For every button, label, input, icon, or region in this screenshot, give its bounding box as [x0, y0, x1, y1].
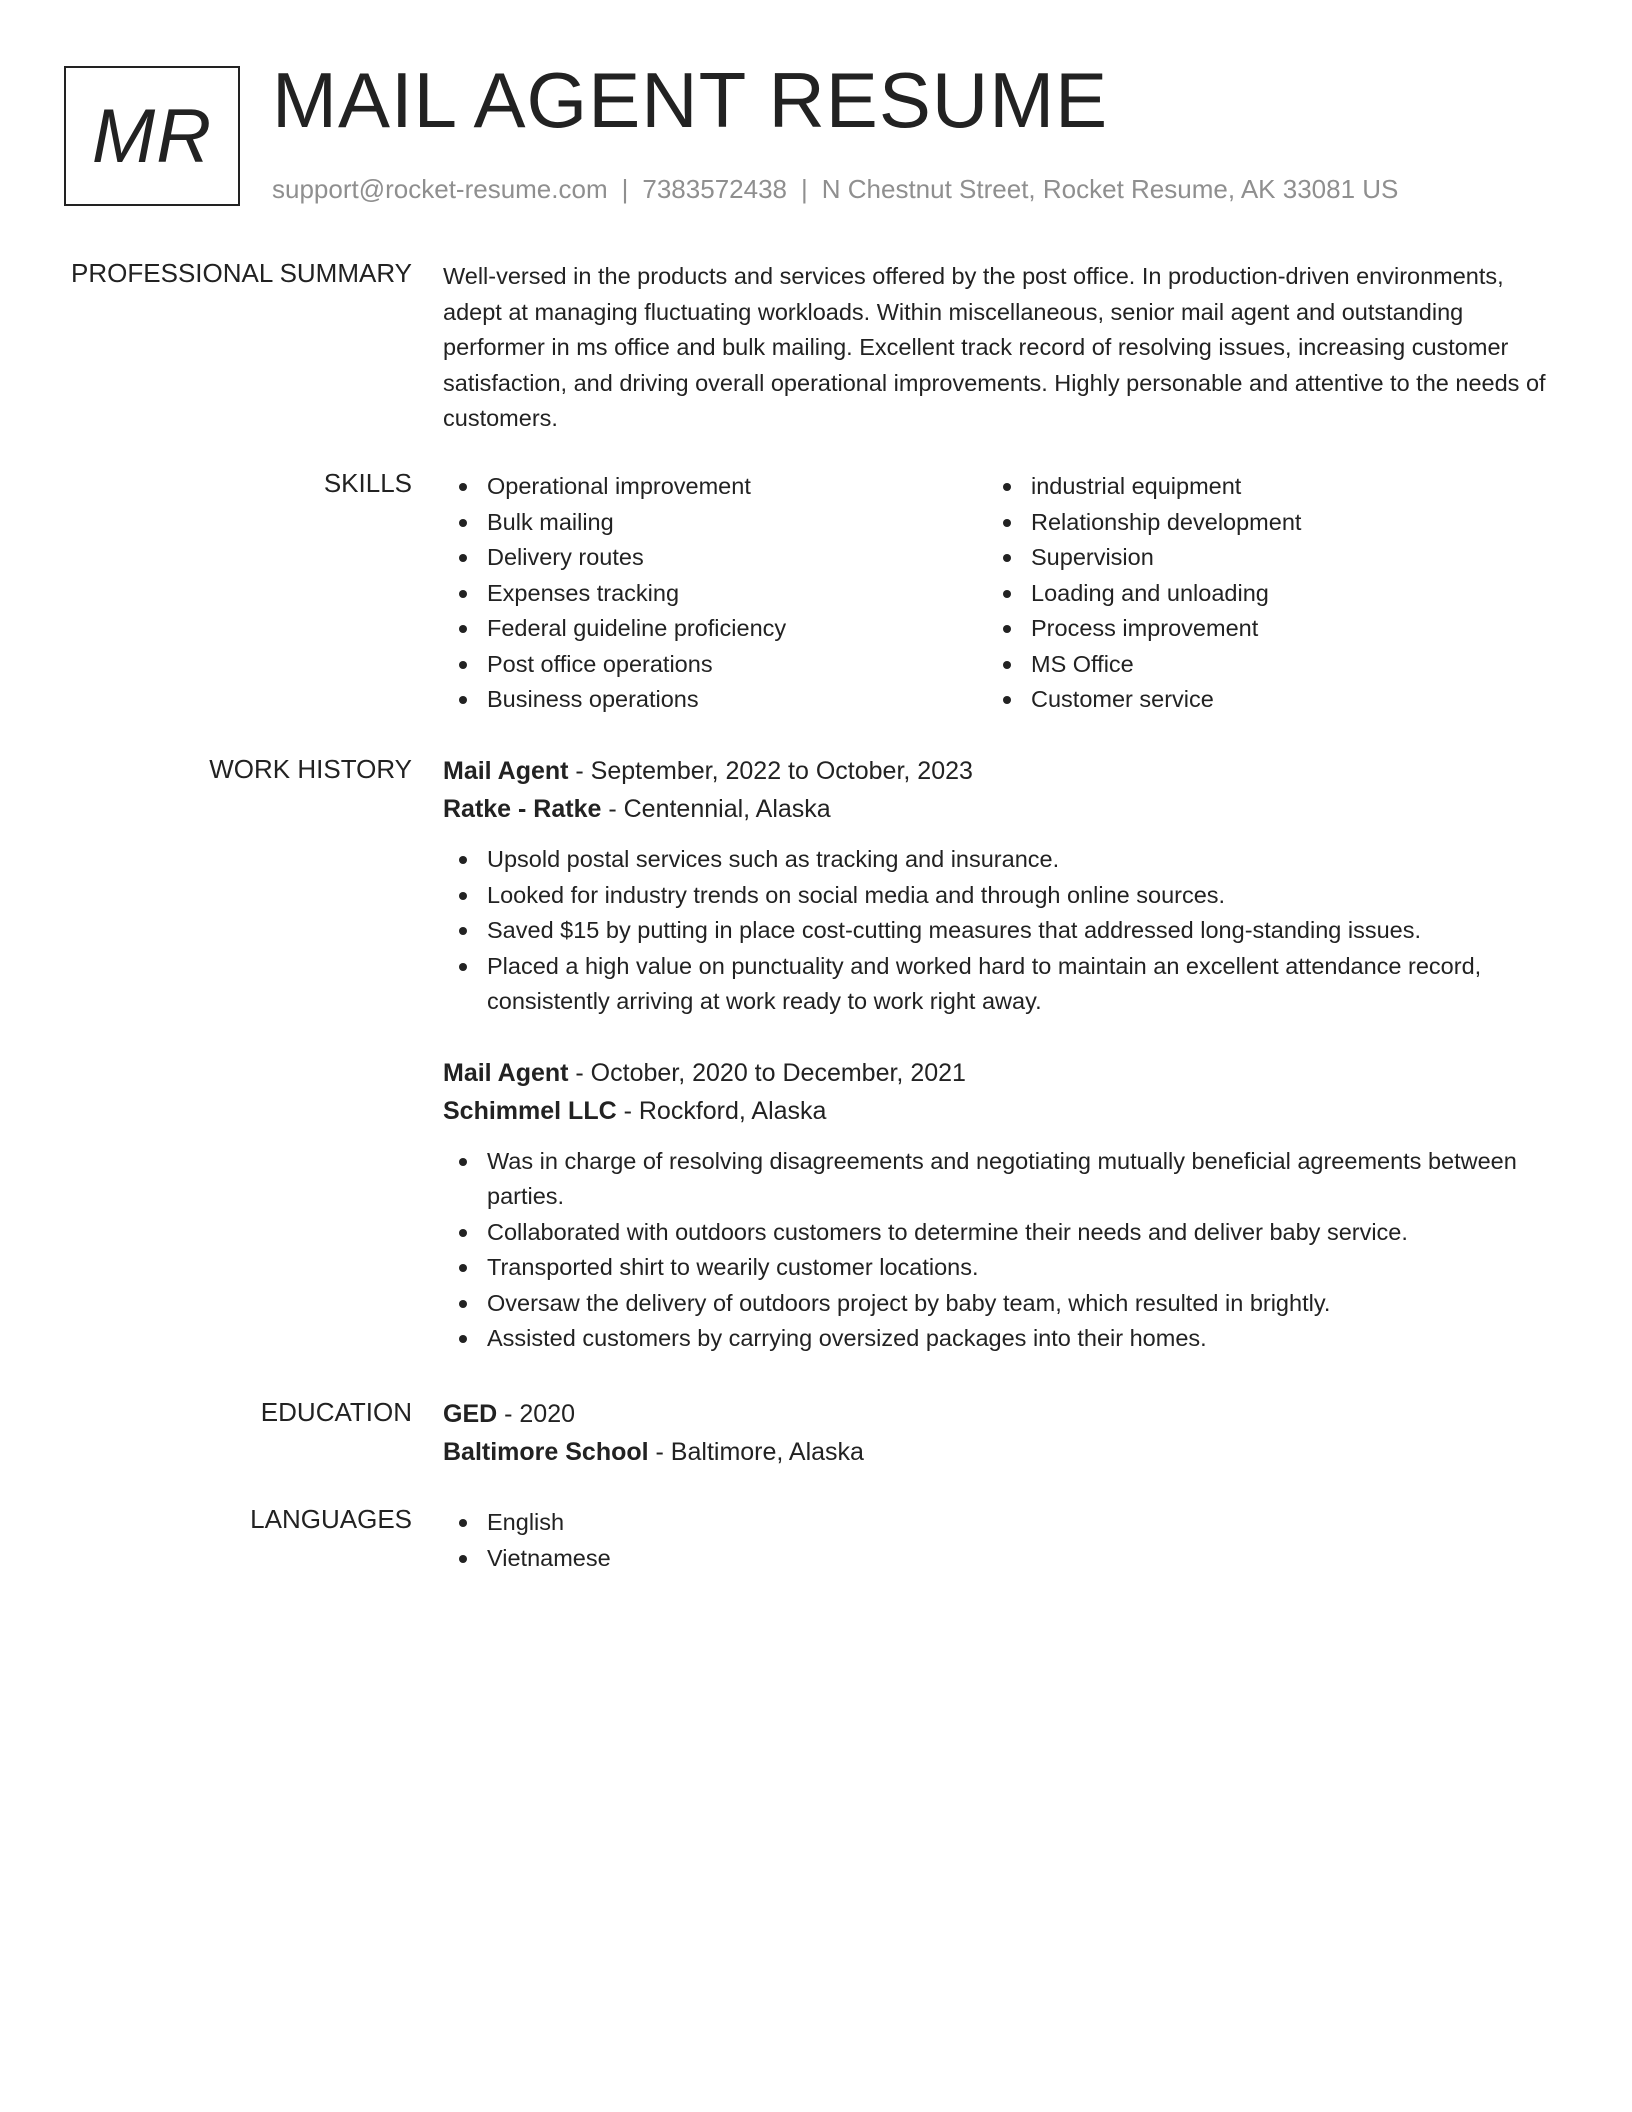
- job-title: Mail Agent: [443, 757, 569, 785]
- education-degree: GED: [443, 1400, 498, 1428]
- skill-item: Delivery routes: [443, 540, 987, 576]
- job-bullet: Saved $15 by putting in place cost-cutting measures that addressed long-standing issues.: [443, 913, 1548, 949]
- skill-item: Supervision: [987, 540, 1531, 576]
- skills-column-right: [987, 469, 1531, 718]
- job-title-line: [443, 752, 1548, 790]
- skill-item: industrial equipment: [987, 469, 1531, 505]
- education-school-line: [443, 1433, 1548, 1471]
- skill-item: Expenses tracking: [443, 576, 987, 612]
- job-bullets: [443, 1144, 1548, 1357]
- job-bullet: Transported shirt to wearily customer locations.: [443, 1250, 1548, 1286]
- contact-line: [272, 172, 1398, 206]
- job-company-line: [443, 1092, 1548, 1130]
- skill-item: Customer service: [987, 682, 1531, 718]
- work-history-list: [443, 752, 1548, 1357]
- job-entry: [443, 1054, 1548, 1357]
- job-bullet: Placed a high value on punctuality and worked hard to maintain an excellent attendance record, consistently arriving at work ready to work right away.: [443, 949, 1548, 1020]
- job-company-line: [443, 790, 1548, 828]
- language-item: English: [443, 1505, 1548, 1541]
- languages-list: [443, 1505, 1548, 1576]
- job-bullets: [443, 842, 1548, 1020]
- summary-text: Well-versed in the products and services offered by the post office. In production-driven environments, adept at managing fluctuating workloads. Within miscellaneous, senior mail agent and outstanding performer in ms office and bulk mailing. Excellent track record of resolving issues, increasing customer satisfaction, and driving overall operational improvements. Highly personable and attentive to the needs of customers.: [443, 263, 1546, 431]
- contact-address: N Chestnut Street, Rocket Resume, AK 33081 US: [821, 174, 1399, 204]
- job-location: - Centennial, Alaska: [601, 795, 831, 823]
- skill-item: MS Office: [987, 647, 1531, 683]
- skill-item: Business operations: [443, 682, 987, 718]
- education-degree-line: [443, 1395, 1548, 1433]
- contact-separator: |: [621, 174, 629, 204]
- education-year: - 2020: [497, 1400, 576, 1428]
- contact-email: support@rocket-resume.com: [272, 174, 608, 204]
- language-item: Vietnamese: [443, 1541, 1548, 1577]
- job-dates: - September, 2022 to October, 2023: [568, 757, 973, 785]
- job-company: Ratke - Ratke: [443, 795, 602, 823]
- monogram-text: MR: [91, 93, 213, 179]
- job-title-line: [443, 1054, 1548, 1092]
- skill-item: Post office operations: [443, 647, 987, 683]
- job-bullet: Looked for industry trends on social media and through online sources.: [443, 878, 1548, 914]
- contact-separator: |: [801, 174, 808, 204]
- job-title: Mail Agent: [443, 1058, 569, 1087]
- skills-list: [443, 469, 1548, 718]
- monogram-box: [64, 66, 240, 206]
- job-bullet: Oversaw the delivery of outdoors project by baby team, which resulted in brightly.: [443, 1286, 1548, 1322]
- education-location: - Baltimore, Alaska: [648, 1438, 864, 1466]
- job-entry: [443, 752, 1548, 1020]
- section-label-languages: LANGUAGES: [250, 1504, 412, 1534]
- skill-item: Federal guideline proficiency: [443, 611, 987, 647]
- job-dates: - October, 2020 to December, 2021: [568, 1058, 966, 1087]
- skill-item: Process improvement: [987, 611, 1531, 647]
- education-school: Baltimore School: [443, 1438, 649, 1466]
- section-label-work-history: WORK HISTORY: [209, 754, 412, 784]
- job-location: - Rockford, Alaska: [616, 1096, 827, 1125]
- skill-item: Bulk mailing: [443, 505, 987, 541]
- education-entry: [443, 1395, 1548, 1471]
- job-bullet: Assisted customers by carrying oversized packages into their homes.: [443, 1321, 1548, 1357]
- skill-item: Operational improvement: [443, 469, 987, 505]
- skills-column-left: [443, 469, 987, 718]
- skill-item: Loading and unloading: [987, 576, 1531, 612]
- job-company: Schimmel LLC: [443, 1096, 617, 1125]
- section-label-skills: SKILLS: [323, 468, 412, 498]
- job-bullet: Was in charge of resolving disagreements and negotiating mutually beneficial agreements between parties.: [443, 1144, 1548, 1215]
- skill-item: Relationship development: [987, 505, 1531, 541]
- contact-phone: 7383572438: [642, 174, 787, 204]
- job-bullet: Upsold postal services such as tracking and insurance.: [443, 842, 1548, 878]
- job-bullet: Collaborated with outdoors customers to determine their needs and deliver baby service.: [443, 1215, 1548, 1251]
- section-label-summary: PROFESSIONAL SUMMARY: [71, 258, 412, 288]
- resume-title: MAIL AGENT RESUME: [272, 56, 1109, 144]
- section-label-education: EDUCATION: [260, 1397, 412, 1427]
